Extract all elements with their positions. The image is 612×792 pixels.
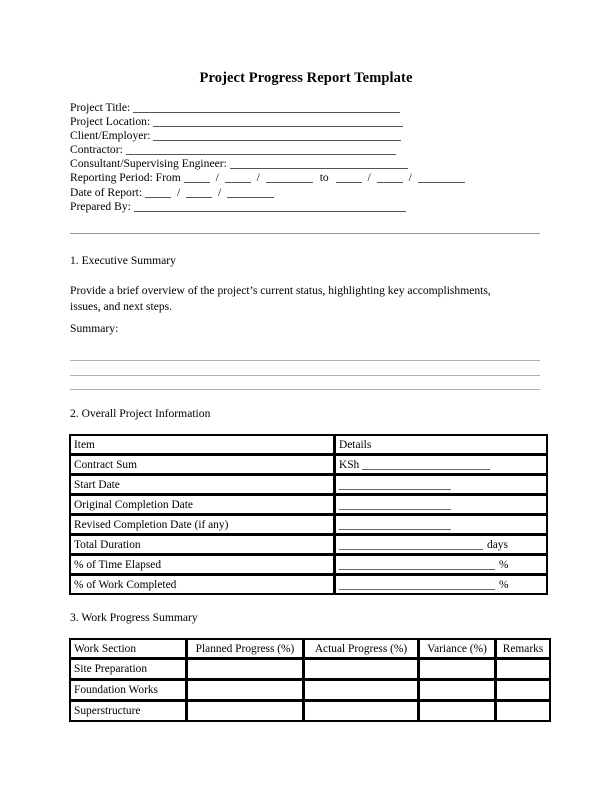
field-date-of-report: [70, 186, 550, 200]
cell-actual-progress[interactable]: [304, 659, 418, 679]
reporting-period-separator-2: /: [256, 171, 260, 185]
field-label-project-title: Project Title:: [70, 101, 131, 114]
field-label-consultant: Consultant/Supervising Engineer:: [70, 157, 227, 171]
row-label-total-duration: Total Duration: [70, 535, 334, 554]
table-row: [70, 555, 547, 574]
row-label-work-completed: % of Work Completed: [70, 575, 334, 594]
table-row: [70, 575, 547, 594]
row-value-revised-completion-date[interactable]: [335, 515, 547, 534]
table-row: [70, 535, 547, 554]
table-row: [70, 475, 547, 494]
reporting-period-separator-1: /: [215, 171, 219, 185]
field-consultant: [70, 157, 550, 171]
cell-planned-progress[interactable]: [187, 701, 303, 721]
reporting-period-separator-3: /: [367, 171, 371, 185]
table-row: [70, 701, 550, 721]
currency-prefix: KSh: [339, 459, 360, 471]
field-label-date-of-report: Date of Report:: [70, 185, 143, 199]
cell-variance[interactable]: [419, 701, 495, 721]
row-label-original-completion-date: Original Completion Date: [70, 495, 334, 514]
input-blank[interactable]: [339, 518, 451, 530]
date-of-report-separator-2: /: [217, 185, 222, 199]
field-input-client-employer[interactable]: [153, 129, 401, 141]
input-blank[interactable]: [339, 478, 451, 490]
overall-project-information-table: [69, 434, 548, 595]
field-prepared-by: [70, 200, 550, 214]
table-row: [70, 455, 547, 474]
reporting-period-from-month[interactable]: [225, 171, 251, 183]
reporting-period-from-year[interactable]: [266, 171, 313, 183]
row-value-work-completed[interactable]: [335, 575, 547, 594]
table-row: [70, 680, 550, 700]
section-heading-executive-summary: 1. Executive Summary: [70, 254, 176, 267]
field-input-project-location[interactable]: [153, 115, 403, 127]
row-label-superstructure: Superstructure: [70, 701, 186, 721]
date-of-report-year[interactable]: [227, 186, 274, 198]
input-blank[interactable]: [339, 498, 451, 510]
field-project-location: [70, 115, 550, 129]
cell-actual-progress[interactable]: [304, 680, 418, 700]
field-label-project-location: Project Location:: [70, 115, 151, 129]
field-contractor: [70, 143, 550, 157]
field-label-contractor: Contractor:: [70, 143, 123, 157]
executive-summary-instruction: Provide a brief overview of the project’s current status, highlighting key accomplishments, issues, and next steps.: [70, 284, 491, 313]
column-header-actual-progress: Actual Progress (%): [304, 639, 418, 658]
unit-percent: %: [499, 559, 509, 571]
reporting-period-separator-4: /: [408, 171, 412, 185]
table-row: [70, 659, 550, 679]
input-blank[interactable]: [339, 538, 483, 550]
input-blank[interactable]: [362, 458, 490, 470]
field-reporting-period: [70, 171, 550, 185]
table-header-row: [70, 435, 547, 454]
row-label-contract-sum: Contract Sum: [70, 455, 334, 474]
column-header-item: Item: [70, 435, 334, 454]
summary-blank-line[interactable]: [70, 389, 540, 390]
header-fields: [70, 101, 550, 214]
row-label-site-preparation: Site Preparation: [70, 659, 186, 679]
cell-remarks[interactable]: [496, 659, 550, 679]
cell-remarks[interactable]: [496, 701, 550, 721]
column-header-variance: Variance (%): [419, 639, 495, 658]
column-header-work-section: Work Section: [70, 639, 186, 658]
section-divider: [70, 233, 540, 234]
input-blank[interactable]: [339, 558, 495, 570]
summary-blank-line[interactable]: [70, 360, 540, 361]
summary-blank-line[interactable]: [70, 375, 540, 376]
field-label-prepared-by: Prepared By:: [70, 199, 131, 213]
date-of-report-day[interactable]: [145, 186, 171, 198]
field-input-prepared-by[interactable]: [134, 200, 406, 212]
section-heading-overall-project-information: 2. Overall Project Information: [70, 407, 211, 420]
date-of-report-separator-1: /: [176, 185, 181, 199]
table-header-row: [70, 639, 550, 658]
cell-planned-progress[interactable]: [187, 659, 303, 679]
row-value-time-elapsed[interactable]: [335, 555, 547, 574]
table-row: [70, 495, 547, 514]
section-heading-work-progress-summary: 3. Work Progress Summary: [70, 611, 198, 624]
date-of-report-month[interactable]: [186, 186, 212, 198]
field-input-consultant[interactable]: [230, 157, 408, 169]
table-row: [70, 515, 547, 534]
field-input-contractor[interactable]: [126, 143, 396, 155]
cell-remarks[interactable]: [496, 680, 550, 700]
cell-variance[interactable]: [419, 680, 495, 700]
reporting-period-to-month[interactable]: [377, 171, 403, 183]
unit-percent: %: [499, 579, 509, 591]
row-label-revised-completion-date: Revised Completion Date (if any): [70, 515, 334, 534]
row-label-foundation-works: Foundation Works: [70, 680, 186, 700]
column-header-remarks: Remarks: [496, 639, 550, 658]
reporting-period-to-word: to: [319, 171, 329, 185]
row-label-start-date: Start Date: [70, 475, 334, 494]
cell-actual-progress[interactable]: [304, 701, 418, 721]
field-input-project-title[interactable]: [133, 101, 400, 113]
page-title: Project Progress Report Template: [199, 70, 413, 86]
work-progress-summary-table: [69, 638, 551, 722]
reporting-period-to-year[interactable]: [418, 171, 465, 183]
input-blank[interactable]: [339, 578, 495, 590]
row-value-total-duration[interactable]: [335, 535, 547, 554]
cell-variance[interactable]: [419, 659, 495, 679]
row-value-contract-sum[interactable]: [335, 455, 547, 474]
row-value-original-completion-date[interactable]: [335, 495, 547, 514]
row-value-start-date[interactable]: [335, 475, 547, 494]
column-header-details: Details: [335, 435, 547, 454]
reporting-period-to-day[interactable]: [336, 171, 362, 183]
field-label-reporting-period: Reporting Period: From: [70, 171, 181, 185]
cell-planned-progress[interactable]: [187, 680, 303, 700]
field-client-employer: [70, 129, 550, 143]
field-project-title: [70, 101, 550, 115]
unit-days: days: [487, 539, 508, 551]
row-label-time-elapsed: % of Time Elapsed: [70, 555, 334, 574]
column-header-planned-progress: Planned Progress (%): [187, 639, 303, 658]
summary-label: Summary:: [70, 322, 119, 335]
field-label-client-employer: Client/Employer:: [70, 129, 151, 143]
reporting-period-from-day[interactable]: [184, 171, 210, 183]
